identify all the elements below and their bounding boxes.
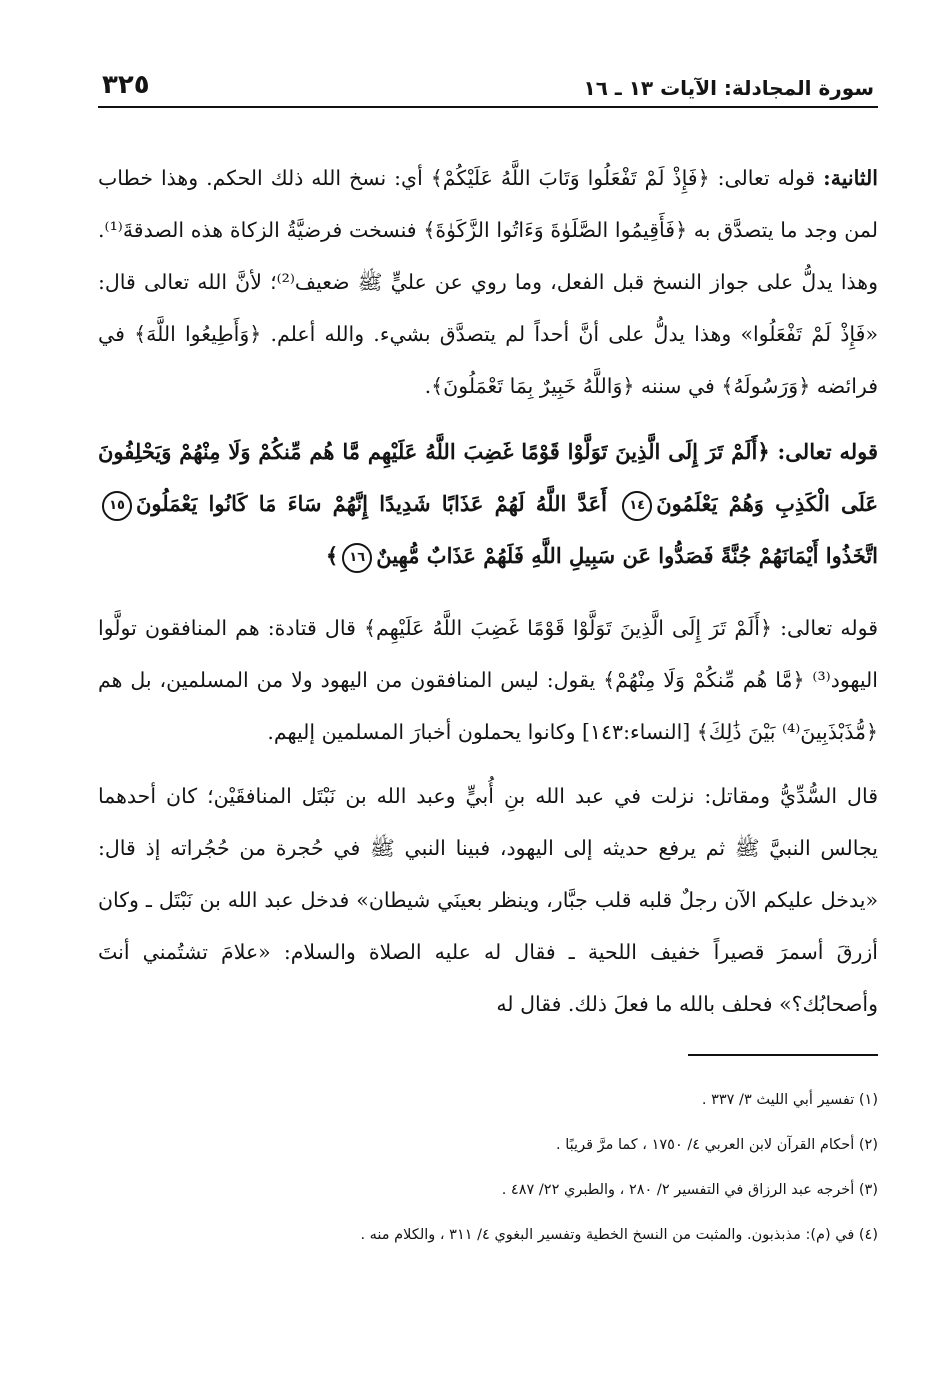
book-page <box>98 60 878 1258</box>
verse-text: ﴿أَلَمْ تَرَ إِلَى الَّذِينَ تَوَلَّوْا قَوْمًا غَضِبَ اللَّهُ عَلَيْهِم مَّا هُم مِّنكُمْ وَلَا مِنْهُمْ وَيَحْلِفُونَ عَلَى الْكَذِبِ وَهُمْ يَعْلَمُونَ <box>98 439 878 516</box>
verse-text: اتَّخَذُوا أَيْمَانَهُمْ جُنَّةً فَصَدُّوا عَن سَبِيلِ اللَّهِ فَلَهُمْ عَذَابٌ مُّهِينٌ <box>376 543 878 568</box>
quran-verse-block <box>98 426 878 582</box>
paragraph-second-issue <box>98 152 878 412</box>
page-number: ٣٢٥ <box>102 70 150 100</box>
ayah-number-marker: ١٥ <box>102 491 132 521</box>
footnote: (٢) أحكام القرآن لابن العربي ٤/ ١٧٥٠ ، كما مرَّ قريبًا . <box>556 1137 878 1153</box>
footnote: (١) تفسير أبي الليث ٣/ ٣٣٧ . <box>701 1092 878 1108</box>
paragraph-qatada: قوله تعالى: ﴿أَلَمْ تَرَ إِلَى الَّذِينَ تَوَلَّوْا قَوْمًا غَضِبَ اللَّهُ عَلَيْهِم﴾ قال قتادة: هم المنافقون تولَّوا اليهود⁽³⁾ ﴿مَّا هُم مِّنكُمْ وَلَا مِنْهُمْ﴾ يقول: ليس المنافقون من اليهود ولا من المسلمين، بل هم ﴿مُّذَبْذَبِينَ⁽⁴⁾ بَيْنَ ذَٰلِكَ﴾ [النساء:١٤٣] وكانوا يحملون أخبارَ المسلمين إليهم. <box>98 616 878 744</box>
footnote: (٣) أخرجه عبد الرزاق في التفسير ٢/ ٢٨٠ ، والطبري ٢٢/ ٤٨٧ . <box>501 1182 878 1198</box>
verse-lead: قوله تعالى: <box>777 439 878 464</box>
paragraph-lead: الثانية: <box>823 166 878 190</box>
paragraph-text: قوله تعالى: ﴿فَإِذْ لَمْ تَفْعَلُوا وَتَابَ اللَّهُ عَلَيْكُمْ﴾ أي: نسخ الله ذلك الحكم. وهذا خطاب لمن وجد ما يتصدَّق به ﴿فَأَقِيمُوا الصَّلَوٰةَ وَءَاتُوا الزَّكَوٰةَ﴾ فنسخت فرضيَّةُ الزكاة هذه الصدقةَ⁽¹⁾. وهذا يدلُّ على جواز النسخ قبل الفعل، وما روي عن عليٍّ ﷺ ضعيف⁽²⁾؛ لأنَّ الله تعالى قال: «فَإِذْ لَمْ تَفْعَلُوا» وهذا يدلُّ على أنَّ أحداً لم يتصدَّق بشيء. والله أعلم. ﴿وَأَطِيعُوا اللَّهَ﴾ في فرائضه ﴿وَرَسُولَهُ﴾ في سننه ﴿وَاللَّهُ خَبِيرٌ بِمَا تَعْمَلُونَ﴾. <box>98 166 878 398</box>
paragraph-suddi: قال السُّدِّيُّ ومقاتل: نزلت في عبد الله بنِ أُبيٍّ وعبد الله بن نَبْتَل المنافقَيْن؛ كان أحدهما يجالس النبيَّ ﷺ ثم يرفع حديثه إلى اليهود، فبينا النبي ﷺ في حُجرة من حُجُراته إذ قال: «يدخل عليكم الآن رجلٌ قلبه قلب جبَّار، وينظر بعينَي شيطان» فدخل عبد الله بن نَبْتَل ـ وكان أزرقَ أسمرَ قصيراً خفيف اللحية ـ فقال له عليه الصلاة والسلام: «علامَ تشتُمني أنتَ وأصحابُك؟» فحلف بالله ما فعلَ ذلك. فقال له <box>98 784 878 1016</box>
footnotes <box>98 1078 878 1258</box>
footnote: (٤) في (م): مذبذبون. والمثبت من النسخ الخطية وتفسير البغوي ٤/ ٣١١ ، والكلام منه . <box>360 1227 878 1243</box>
ayah-number-marker: ١٦ <box>342 543 372 573</box>
verse-closing-bracket: ﴾ <box>325 543 339 568</box>
footnote-divider <box>688 1054 878 1056</box>
ayah-number-marker: ١٤ <box>622 491 652 521</box>
surah-heading: سورة المجادلة: الآيات ١٣ ـ ١٦ <box>583 76 874 100</box>
main-text <box>98 152 878 1030</box>
verse-text: أَعَدَّ اللَّهُ لَهُمْ عَذَابًا شَدِيدًا إِنَّهُمْ سَاءَ مَا كَانُوا يَعْمَلُونَ <box>136 491 619 516</box>
running-header <box>98 60 878 108</box>
